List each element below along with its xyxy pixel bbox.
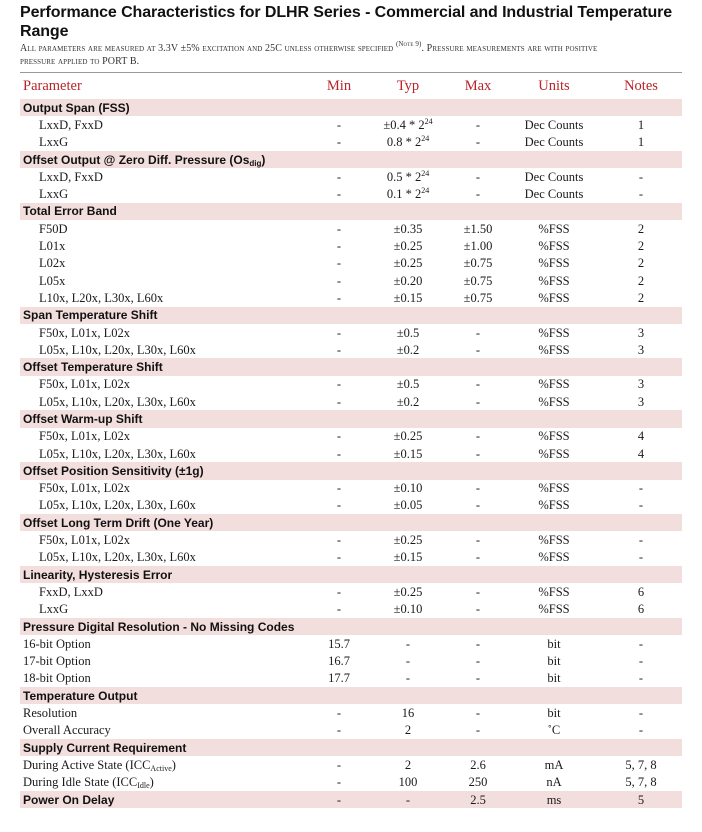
table-row	[20, 324, 682, 341]
cell-max: -	[475, 671, 481, 686]
cell-units: bit	[547, 671, 561, 686]
header-notes: Notes	[624, 77, 658, 94]
section-title: Offset Long Term Drift (One Year)	[20, 514, 682, 531]
cell-units: bit	[547, 706, 561, 721]
cell-min: -	[310, 791, 368, 808]
cell-typ: ±0.25	[393, 429, 423, 444]
header-parameter: Parameter	[23, 77, 82, 94]
cell-notes: -	[638, 498, 644, 513]
section-header-row	[20, 687, 682, 704]
cell-notes: -	[638, 169, 644, 184]
table-row	[20, 601, 682, 618]
cell-notes: 3	[637, 377, 645, 392]
section-header-row	[20, 358, 682, 375]
row-label: L10x, L20x, L30x, L60x	[39, 290, 164, 305]
cell-min: -	[336, 377, 342, 392]
cell-notes: 2	[637, 273, 645, 288]
table-row	[20, 116, 682, 133]
table-row	[20, 220, 682, 237]
cell-min: -	[336, 429, 342, 444]
cell-notes: -	[638, 533, 644, 548]
cell-min: -	[336, 602, 342, 617]
table-row	[20, 255, 682, 272]
row-label: FxxD, LxxD	[39, 584, 103, 599]
cell-typ: ±0.2	[396, 342, 420, 357]
cell-max: -	[475, 169, 481, 184]
cell-min: 17.7	[328, 671, 350, 686]
table-row	[20, 393, 682, 410]
row-label: Overall Accuracy	[23, 723, 111, 738]
cell-typ	[368, 134, 448, 151]
row-label: L05x, L10x, L20x, L30x, L60x	[39, 342, 196, 357]
cell-typ: ±0.5	[396, 325, 420, 340]
cell-max: -	[475, 377, 481, 392]
table-row	[20, 428, 682, 445]
section-header-row	[20, 739, 682, 756]
section-title: Total Error Band	[20, 203, 682, 220]
cell-min: -	[336, 325, 342, 340]
subtitle-note-ref: (Note 9)	[395, 40, 422, 48]
section-header-row	[20, 566, 682, 583]
cell-typ	[368, 185, 448, 202]
cell-min: -	[336, 706, 342, 721]
row-label: L02x	[39, 256, 66, 271]
cell-max: ±0.75	[463, 290, 493, 305]
section-header-row	[20, 307, 682, 324]
row-label: LxxG	[39, 187, 69, 202]
cell-min: -	[336, 498, 342, 513]
row-label-subscript: Active	[150, 763, 172, 773]
cell-max: -	[475, 325, 481, 340]
section-header-row	[20, 203, 682, 220]
cell-min: -	[336, 533, 342, 548]
section-title: Pressure Digital Resolution - No Missing Codes	[20, 618, 682, 635]
specs-table-body	[20, 99, 682, 808]
section-title: Linearity, Hysteresis Error	[20, 566, 682, 583]
section-title: Supply Current Requirement	[20, 739, 682, 756]
typ-base: 0.8 * 2	[386, 135, 422, 150]
page-title: Performance Characteristics for DLHR Series - Commercial and Industrial Temperature Range	[20, 4, 673, 40]
section-title: Offset Warm-up Shift	[20, 410, 682, 427]
cell-notes: 2	[637, 290, 645, 305]
section-title-subscript: dig	[249, 158, 262, 168]
cell-max: -	[475, 550, 481, 565]
cell-min: -	[336, 481, 342, 496]
cell-units: %FSS	[538, 550, 570, 565]
row-label: F50x, L01x, L02x	[39, 325, 130, 340]
table-row	[20, 583, 682, 600]
cell-typ: ±0.25	[393, 239, 423, 254]
cell-typ: ±0.5	[396, 377, 420, 392]
row-label-text: During Active State (ICC	[23, 757, 151, 772]
cell-typ: 100	[398, 775, 418, 790]
cell-units: %FSS	[538, 325, 570, 340]
cell-units: Dec Counts	[524, 169, 584, 184]
cell-notes: -	[638, 671, 644, 686]
row-label: F50x, L01x, L02x	[39, 481, 130, 496]
table-header-row	[20, 73, 682, 99]
section-title: Output Span (FSS)	[20, 99, 682, 116]
cell-units: %FSS	[538, 481, 570, 496]
cell-max: -	[475, 654, 481, 669]
table-row	[20, 289, 682, 306]
cell-typ: ±0.2	[396, 394, 420, 409]
row-label: LxxG	[39, 135, 69, 150]
row-label	[20, 774, 310, 791]
cell-typ: ±0.10	[393, 481, 423, 496]
table-row	[20, 635, 682, 652]
cell-typ: 2	[404, 757, 412, 772]
cell-typ: -	[405, 671, 411, 686]
row-label: F50x, L01x, L02x	[39, 429, 130, 444]
cell-units: Dec Counts	[524, 187, 584, 202]
subtitle-text-cont: . Pressure measurements are with positive	[421, 43, 598, 54]
cell-units: %FSS	[538, 342, 570, 357]
cell-units: ˚C	[547, 723, 561, 738]
table-row	[20, 376, 682, 393]
cell-min: 16.7	[328, 654, 350, 669]
section-header-row	[20, 462, 682, 479]
cell-units: mA	[544, 757, 564, 772]
cell-notes: 6	[637, 602, 645, 617]
row-label-text: During Idle State (ICC	[23, 775, 138, 790]
cell-notes: -	[638, 636, 644, 651]
cell-notes: -	[638, 723, 644, 738]
cell-max: -	[475, 481, 481, 496]
cell-min: -	[336, 187, 342, 202]
cell-typ: ±0.05	[393, 498, 423, 513]
cell-min: -	[336, 290, 342, 305]
row-label: 16-bit Option	[23, 636, 91, 651]
cell-max: -	[475, 135, 481, 150]
cell-notes: 4	[637, 429, 645, 444]
table-row	[20, 237, 682, 254]
cell-units: %FSS	[538, 239, 570, 254]
cell-notes: 6	[637, 584, 645, 599]
cell-typ: ±0.25	[393, 584, 423, 599]
cell-notes: -	[638, 706, 644, 721]
cell-notes: 1	[637, 135, 645, 150]
cell-notes: -	[638, 654, 644, 669]
cell-max: -	[475, 636, 481, 651]
table-row	[20, 549, 682, 566]
row-label: LxxD, FxxD	[39, 169, 103, 184]
table-row	[20, 185, 682, 202]
section-title: Span Temperature Shift	[20, 307, 682, 324]
cell-typ	[368, 116, 448, 133]
subtitle-text: All parameters are measured at 3.3V ±5% excitation and 25C unless otherwise specified	[20, 43, 394, 54]
cell-units: %FSS	[538, 446, 570, 461]
row-label: Power On Delay	[20, 791, 310, 808]
cell-min: -	[336, 273, 342, 288]
cell-typ: ±0.25	[393, 256, 423, 271]
row-label: 18-bit Option	[23, 671, 91, 686]
cell-max: ±1.00	[463, 239, 493, 254]
power-on-delay-row	[20, 791, 682, 808]
cell-typ: 2	[404, 723, 412, 738]
cell-max: -	[475, 533, 481, 548]
section-title-end: )	[261, 152, 266, 167]
section-header-row	[20, 410, 682, 427]
cell-max: 2.6	[470, 757, 486, 772]
typ-base: 0.1 * 2	[386, 187, 422, 202]
cell-units: %FSS	[538, 429, 570, 444]
cell-notes: -	[638, 550, 644, 565]
row-label: LxxD, FxxD	[39, 117, 103, 132]
cell-max: -	[475, 498, 481, 513]
cell-min: -	[336, 239, 342, 254]
cell-min: -	[336, 775, 342, 790]
table-row	[20, 341, 682, 358]
cell-typ: -	[368, 791, 448, 808]
row-label: LxxG	[39, 602, 69, 617]
row-label: L05x, L10x, L20x, L30x, L60x	[39, 550, 196, 565]
cell-notes: 5, 7, 8	[625, 775, 657, 790]
cell-min: -	[336, 256, 342, 271]
row-label: F50x, L01x, L02x	[39, 533, 130, 548]
cell-max: -	[475, 187, 481, 202]
table-row	[20, 445, 682, 462]
cell-min: -	[336, 550, 342, 565]
cell-units: %FSS	[538, 533, 570, 548]
cell-units: %FSS	[538, 273, 570, 288]
section-title: Offset Position Sensitivity (±1g)	[20, 462, 682, 479]
table-row	[20, 272, 682, 289]
row-label: 17-bit Option	[23, 654, 91, 669]
cell-units: Dec Counts	[524, 117, 584, 132]
cell-min: -	[336, 394, 342, 409]
cell-units: %FSS	[538, 290, 570, 305]
cell-max: -	[475, 429, 481, 444]
cell-max: 2.5	[448, 791, 508, 808]
cell-units: Dec Counts	[524, 135, 584, 150]
subtitle-text-line2: pressure applied to PORT B.	[20, 56, 140, 67]
typ-exponent: 24	[421, 186, 430, 196]
cell-typ: ±0.35	[393, 221, 423, 236]
header-max: Max	[464, 77, 492, 94]
cell-notes: 5	[600, 791, 682, 808]
table-row	[20, 653, 682, 670]
typ-exponent: 24	[424, 116, 433, 126]
row-label-subscript: Idle	[137, 781, 150, 791]
cell-typ: -	[405, 636, 411, 651]
cell-max: -	[475, 446, 481, 461]
cell-notes: 2	[637, 221, 645, 236]
table-row	[20, 497, 682, 514]
section-header-row	[20, 618, 682, 635]
cell-max: -	[475, 117, 481, 132]
cell-units: %FSS	[538, 498, 570, 513]
cell-units: bit	[547, 654, 561, 669]
cell-min: -	[336, 584, 342, 599]
table-row	[20, 704, 682, 721]
cell-min: -	[336, 342, 342, 357]
row-label: L01x	[39, 239, 66, 254]
cell-max: ±0.75	[463, 273, 493, 288]
cell-typ: ±0.25	[393, 533, 423, 548]
cell-notes: 2	[637, 256, 645, 271]
row-label: F50D	[39, 221, 68, 236]
cell-notes: 3	[637, 342, 645, 357]
cell-notes: 3	[637, 394, 645, 409]
cell-units: ms	[508, 791, 600, 808]
typ-base: ±0.4 * 2	[383, 117, 425, 132]
cell-typ	[368, 168, 448, 185]
specs-table	[20, 73, 682, 808]
row-label-end: )	[171, 757, 176, 772]
table-row	[20, 670, 682, 687]
header-typ: Typ	[396, 77, 420, 94]
table-row	[20, 722, 682, 739]
table-row	[20, 480, 682, 497]
cell-units: %FSS	[538, 584, 570, 599]
page-subtitle	[20, 42, 682, 68]
cell-typ: 16	[401, 706, 415, 721]
row-label: L05x, L10x, L20x, L30x, L60x	[39, 446, 196, 461]
section-title-text: Offset Output @ Zero Diff. Pressure (Os	[23, 152, 250, 167]
cell-units: %FSS	[538, 377, 570, 392]
cell-max: -	[475, 584, 481, 599]
cell-max: -	[475, 706, 481, 721]
cell-min: -	[336, 169, 342, 184]
cell-max: -	[475, 394, 481, 409]
cell-min: -	[336, 757, 342, 772]
section-header-row	[20, 99, 682, 116]
cell-typ: -	[405, 654, 411, 669]
table-row	[20, 774, 682, 791]
cell-max: -	[475, 342, 481, 357]
cell-max: ±1.50	[463, 221, 493, 236]
cell-min: 15.7	[328, 636, 350, 651]
cell-units: %FSS	[538, 256, 570, 271]
table-row	[20, 134, 682, 151]
cell-min: -	[336, 221, 342, 236]
cell-max: -	[475, 602, 481, 617]
cell-max: -	[475, 723, 481, 738]
row-label: L05x	[39, 273, 66, 288]
cell-units: nA	[546, 775, 562, 790]
section-title: Temperature Output	[20, 687, 682, 704]
cell-notes: -	[638, 481, 644, 496]
row-label: F50x, L01x, L02x	[39, 377, 130, 392]
cell-min: -	[336, 723, 342, 738]
section-title: Offset Temperature Shift	[20, 358, 682, 375]
cell-units: %FSS	[538, 394, 570, 409]
cell-notes: 1	[637, 117, 645, 132]
table-row	[20, 531, 682, 548]
cell-typ: ±0.15	[393, 550, 423, 565]
section-header-row	[20, 514, 682, 531]
cell-units: %FSS	[538, 221, 570, 236]
cell-notes: -	[638, 187, 644, 202]
cell-notes: 5, 7, 8	[625, 757, 657, 772]
cell-min: -	[336, 117, 342, 132]
cell-min: -	[336, 446, 342, 461]
cell-max: 250	[468, 775, 488, 790]
cell-typ: ±0.20	[393, 273, 423, 288]
cell-units: %FSS	[538, 602, 570, 617]
cell-units: bit	[547, 636, 561, 651]
row-label: L05x, L10x, L20x, L30x, L60x	[39, 498, 196, 513]
cell-min: -	[336, 135, 342, 150]
cell-notes: 3	[637, 325, 645, 340]
row-label: Resolution	[23, 706, 78, 721]
cell-notes: 4	[637, 446, 645, 461]
row-label	[20, 756, 310, 773]
header-units: Units	[538, 77, 570, 94]
table-row	[20, 168, 682, 185]
typ-exponent: 24	[421, 168, 430, 178]
cell-typ: ±0.15	[393, 446, 423, 461]
table-row	[20, 756, 682, 773]
cell-notes: 2	[637, 239, 645, 254]
row-label-end: )	[149, 775, 154, 790]
cell-max: ±0.75	[463, 256, 493, 271]
row-label: L05x, L10x, L20x, L30x, L60x	[39, 394, 196, 409]
typ-base: 0.5 * 2	[386, 169, 422, 184]
header-min: Min	[326, 77, 352, 94]
typ-exponent: 24	[421, 134, 430, 144]
section-title	[20, 151, 682, 168]
section-header-row	[20, 151, 682, 168]
cell-typ: ±0.15	[393, 290, 423, 305]
cell-typ: ±0.10	[393, 602, 423, 617]
